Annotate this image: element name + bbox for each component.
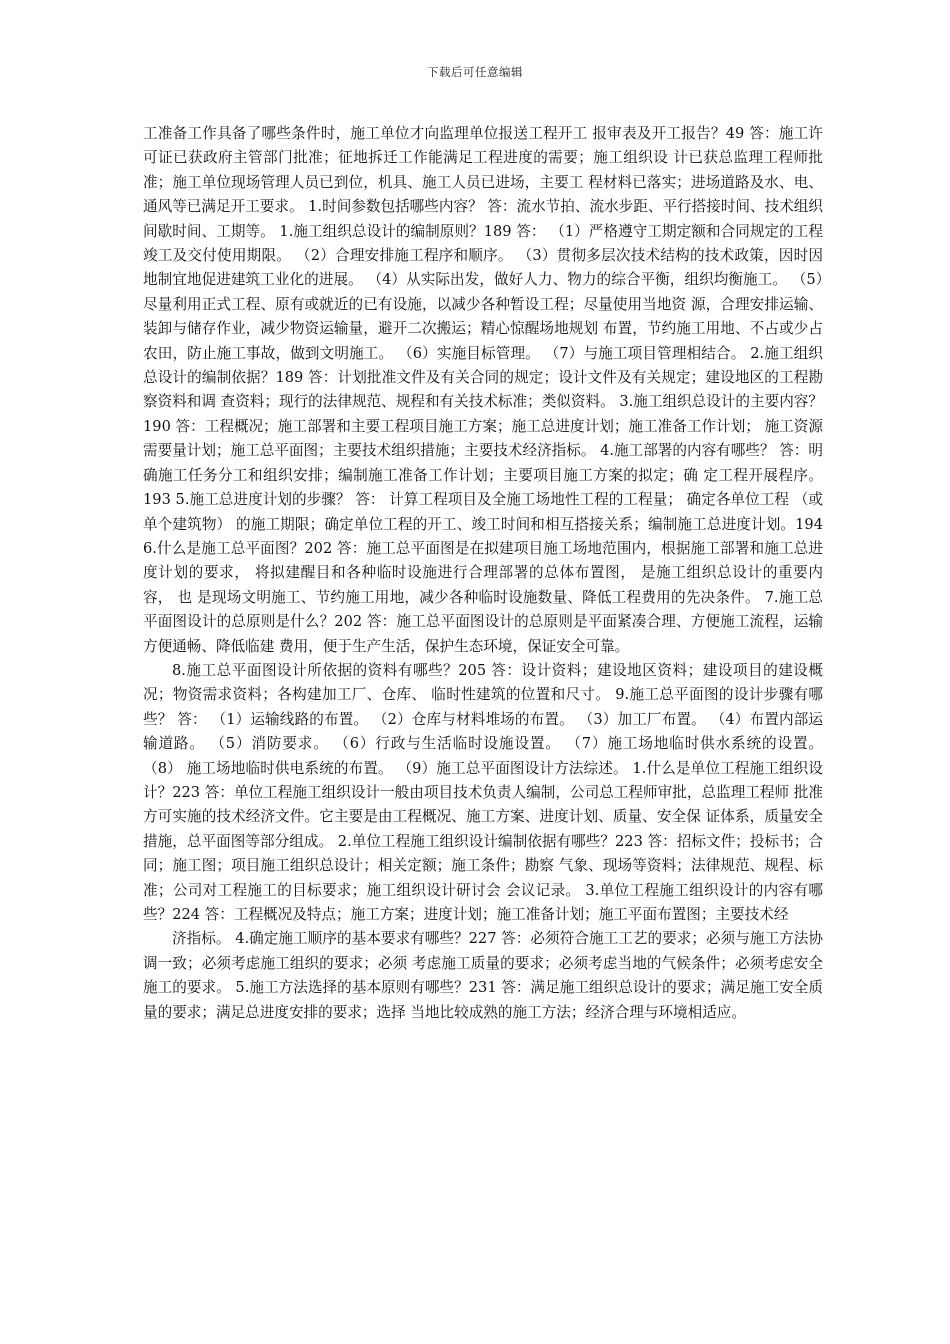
paragraph-1: 工准备工作具备了哪些条件时，施工单位才向监理单位报送工程开工 报审表及开工报告？49 答：施工许可证已获政府主管部门批准；征地拆迁工作能满足工程进度的需要；施工组织设 计已获总监理工程师批准；施工单位现场管理人员已到位，机具、施工人员已进场，主要工 程材料已落实；进场道路及水、电、通风等已满足开工要求。 1.时间参数包括哪些内容？ 答：流水节拍、流水步距、平行搭接时间、技术组织间歇时间、工期等。 1.施工组织总设计的编制原则？189 答： （1）严格遵守工期定额和合同规定的工程竣工及交付使用期限。 （2）合理安排施工程序和顺序。 （3）贯彻多层次技术结构的技术政策，因时因地制宜地促进建筑工业化的进展。 （4）从实际出发，做好人力、物力的综合平衡，组织均衡施工。 （5）尽量利用正式工程、原有或就近的已有设施，以减少各种暂设工程；尽量使用当地资 源，合理安排运输、装卸与储存作业，减少物资运输量，避开二次搬运；精心惊醒场地规划 布置，节约施工用地、不占或少占农田，防止施工事故，做到文明施工。 （6）实施目标管理。 （7）与施工项目管理相结合。 2.施工组织总设计的编制依据？189 答：计划批准文件及有关合同的规定；设计文件及有关规定；建设地区的工程勘察资料和调 查资料；现行的法律规范、规程和有关技术标准；类似资料。 3.施工组织总设计的主要内容？190 答：工程概况；施工部署和主要工程项目施工方案；施工总进度计划；施工准备工作计划； 施工资源需要量计划；施工总平面图；主要技术组织措施；主要技术经济指标。 4.施工部署的内容有哪些？ 答：明确施工任务分工和组织安排；编制施工准备工作计划；主要项目施工方案的拟定；确 定工程开展程序。193 5.施工总进度计划的步骤？ 答： 计算工程项目及全施工场地性工程的工程量； 确定各单位工程 （或单个建筑物） 的施工期限；确定单位工程的开工、竣工时间和相互搭接关系；编制施工总进度计划。194 6.什么是施工总平面图？202 答：施工总平面图是在拟建项目施工场地范围内，根据施工部署和施工总进度计划的要求， 将拟建醒目和各种临时设施进行合理部署的总体布置图， 是施工组织总设计的重要内容， 也 是现场文明施工、节约施工用地，减少各种临时设施数量、降低工程费用的先决条件。 7.施工总平面图设计的总原则是什么？202 答：施工总平面图设计的总原则是平面紧凑合理、方便施工流程，运输方便通畅、降低临建 费用，便于生产生活，保护生态环境，保证安全可靠。 xyxy=(143,125,823,655)
paragraph-3: 济指标。 4.确定施工顺序的基本要求有哪些？227 答：必须符合施工工艺的要求；必须与施工方法协调一致；必须考虑施工组织的要求；必须 考虑施工质量的要求；必须考虑当地的气候条件；必须考虑安全施工的要求。 5.施工方法选择的基本原则有哪些？231 答：满足施工组织总设计的要求；满足施工安全质量的要求；满足总进度安排的要求；选择 当地比较成熟的施工方法；经济合理与环境相适应。 xyxy=(143,930,823,1021)
document-body xyxy=(143,122,823,1025)
paragraph-2: 8.施工总平面图设计所依据的资料有哪些？205 答：设计资料；建设地区资料；建设项目的建设概况；物资需求资料；各构建加工厂、仓库、 临时性建筑的位置和尺寸。 9.施工总平面图的设计步骤有哪些？ 答： （1）运输线路的布置。 （2）仓库与材料堆场的布置。 （3）加工厂布置。 （4）布置内部运 输道路。 （5）消防要求。 （6）行政与生活临时设施设置。 （7）施工场地临时供水系统的设置。 （8） 施工场地临时供电系统的布置。 （9）施工总平面图设计方法综述。 1.什么是单位工程施工组织设计？223 答：单位工程施工组织设计一般由项目技术负责人编制，公司总工程师审批，总监理工程师 批准方可实施的技术经济文件。它主要是由工程概况、施工方案、进度计划、质量、安全保 证体系，质量安全措施，总平面图等部分组成。 2.单位工程施工组织设计编制依据有哪些？223 答：招标文件；投标书；合同；施工图；项目施工组织总设计；相关定额；施工条件；勘察 气象、现场等资料；法律规范、规程、标准；公司对工程施工的目标要求；施工组织设计研讨会 会议记录。 3.单位工程施工组织设计的内容有哪些？224 答：工程概况及特点；施工方案；进度计划；施工准备计划；施工平面布置图；主要技术经 xyxy=(143,661,823,923)
page-header: 下载后可任意编辑 xyxy=(427,65,523,79)
